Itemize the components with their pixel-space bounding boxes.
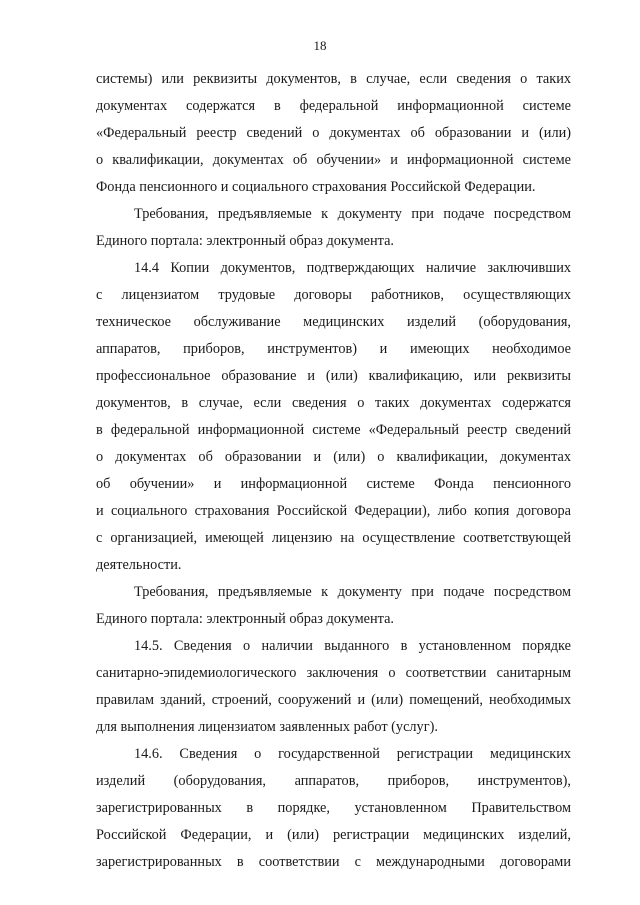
paragraph-14-6 [96, 741, 571, 876]
document-body [96, 66, 571, 876]
paragraph-requirements [96, 201, 571, 255]
text-line: о квалификации, документах об обучении» и информационной системе [96, 152, 571, 168]
text-line: в федеральной информационной системе «Федеральный реестр сведений [96, 422, 571, 438]
text-line: Единого портала: электронный образ документа. [96, 233, 394, 249]
text-line: зарегистрированных в порядке, установленном Правительством [96, 800, 571, 816]
text-line: зарегистрированных в соответствии с международными договорами [96, 854, 571, 870]
text-line: «Федеральный реестр сведений о документах об образовании и (или) [96, 125, 571, 141]
text-line: профессиональное образование и (или) квалификацию, или реквизиты [96, 368, 571, 384]
text-line: деятельности. [96, 557, 182, 573]
text-line: документов, в случае, если сведения о таких документах содержатся [96, 395, 571, 411]
text-line: аппаратов, приборов, инструментов) и имеющих необходимое [96, 341, 571, 357]
text-line: Российской Федерации, и (или) регистрации медицинских изделий, [96, 827, 571, 843]
text-line: Требования, предъявляемые к документу при подаче посредством [134, 206, 571, 222]
text-line: правилам зданий, строений, сооружений и (или) помещений, необходимых [96, 692, 571, 708]
text-line: с лицензиатом трудовые договоры работников, осуществляющих [96, 287, 571, 303]
paragraph-continuation [96, 66, 571, 201]
paragraph-14-5 [96, 633, 571, 741]
text-line: с организацией, имеющей лицензию на осуществление соответствующей [96, 530, 571, 546]
text-line: об обучении» и информационной системе Фонда пенсионного [96, 476, 571, 492]
text-line: системы) или реквизиты документов, в случае, если сведения о таких [96, 71, 571, 87]
page-number: 18 [313, 38, 327, 53]
text-line: Единого портала: электронный образ документа. [96, 611, 394, 627]
text-line: для выполнения лицензиатом заявленных работ (услуг). [96, 719, 438, 735]
text-line: изделий (оборудования, аппаратов, приборов, инструментов), [96, 773, 571, 789]
paragraph-14-4 [96, 255, 571, 579]
text-line: Фонда пенсионного и социального страхования Российской Федерации. [96, 179, 536, 195]
text-line: и социального страхования Российской Федерации), либо копия договора [96, 503, 571, 519]
text-line: документах содержатся в федеральной информационной системе [96, 98, 571, 114]
text-line: 14.5. Сведения о наличии выданного в установленном порядке [134, 638, 571, 654]
text-line: 14.6. Сведения о государственной регистрации медицинских [134, 746, 571, 762]
text-line: санитарно-эпидемиологического заключения о соответствии санитарным [96, 665, 571, 681]
text-line: техническое обслуживание медицинских изделий (оборудования, [96, 314, 571, 330]
text-line: 14.4 Копии документов, подтверждающих наличие заключивших [134, 260, 571, 276]
paragraph-requirements [96, 579, 571, 633]
text-line: о документах об образовании и (или) о квалификации, документах [96, 449, 571, 465]
text-line: Требования, предъявляемые к документу при подаче посредством [134, 584, 571, 600]
